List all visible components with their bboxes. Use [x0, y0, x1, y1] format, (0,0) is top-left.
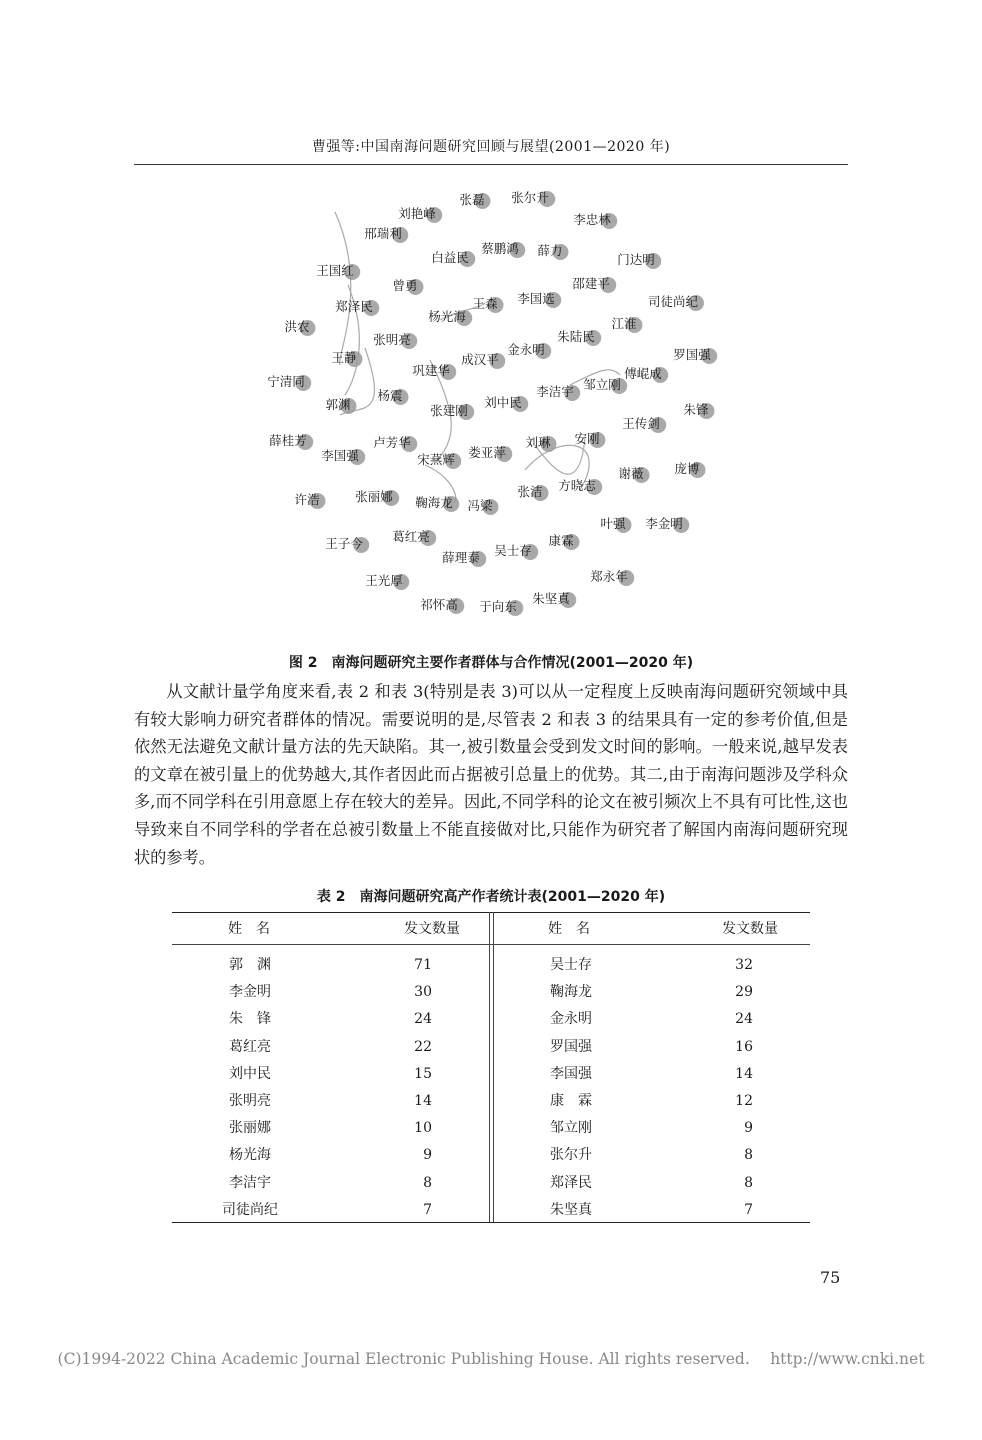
author-name: 杨光海	[229, 1147, 271, 1164]
node-author: 薛桂芳	[269, 431, 307, 449]
node-author: 张洁	[517, 482, 542, 500]
node-author: 曾勇	[392, 276, 417, 294]
author-name: 张丽娜	[229, 1120, 271, 1137]
node-author: 金永明	[507, 340, 545, 358]
author-name: 朱 锋	[229, 1011, 271, 1028]
author-name: 邹立刚	[550, 1120, 592, 1137]
node-author: 朱锋	[683, 400, 708, 418]
node-author: 朱陆民	[557, 327, 595, 345]
author-name: 郭 渊	[229, 957, 271, 973]
node-author: 许浩	[294, 490, 319, 508]
copyright-footer: (C)1994-2022 China Academic Journal Electronic Publishing House. All rights reserved. http://www.cnki.net	[57, 1350, 925, 1368]
node-author: 叶强	[600, 514, 625, 532]
node-author: 鞠海龙	[415, 493, 453, 511]
node-author: 葛红亮	[392, 527, 430, 545]
node-author: 吴士存	[494, 541, 532, 559]
node-author: 方晓志	[558, 476, 596, 494]
node-author: 刘琳	[525, 433, 550, 451]
node-author: 邹立刚	[583, 375, 621, 393]
node-author: 李金明	[645, 514, 683, 532]
table-header-count-right: 发文数量	[722, 921, 778, 937]
author-name: 吴士存	[550, 957, 592, 973]
table-bottom-rule	[172, 1222, 810, 1223]
author-name: 司徒尚纪	[222, 1201, 278, 1218]
publication-count: 10	[414, 1120, 432, 1137]
node-author: 洪农	[284, 317, 309, 335]
publication-count: 16	[735, 1038, 753, 1055]
node-author: 王静	[331, 348, 356, 366]
publication-count: 15	[414, 1065, 432, 1082]
node-author: 李洁宇	[536, 382, 574, 400]
table-column-separator	[489, 912, 494, 1222]
publication-count: 7	[744, 1201, 753, 1218]
node-author: 张磊	[459, 190, 484, 208]
node-author: 张明亮	[373, 330, 411, 348]
table-caption: 表 2 南海问题研究高产作者统计表(2001—2020 年)	[316, 889, 666, 905]
node-author: 郑泽民	[335, 297, 373, 315]
node-author: 王子今	[325, 534, 363, 552]
node-author: 薛理泰	[442, 548, 480, 566]
node-author: 杨光海	[428, 307, 466, 325]
node-author: 康霖	[548, 531, 573, 549]
running-head: 曹强等:中国南海问题研究回顾与展望(2001—2020 年)	[311, 139, 671, 155]
author-name: 李国强	[550, 1065, 592, 1082]
publication-count: 8	[744, 1147, 753, 1164]
publication-count: 8	[744, 1174, 753, 1191]
node-author: 王光厚	[365, 571, 403, 589]
table-header-count-left: 发文数量	[404, 921, 460, 937]
node-author: 郭渊	[325, 395, 350, 413]
publication-count: 9	[423, 1147, 432, 1164]
node-author: 江淮	[611, 314, 636, 332]
node-author: 宋燕辉	[417, 450, 455, 468]
author-name: 罗国强	[550, 1038, 592, 1055]
publication-count: 7	[423, 1201, 432, 1218]
node-author: 刘艳峰	[398, 204, 436, 222]
node-author: 娄亚萍	[468, 443, 506, 461]
table-header-name-left: 姓 名	[228, 921, 270, 937]
node-author: 于向东	[479, 597, 517, 615]
author-name: 李洁宇	[229, 1174, 271, 1191]
node-author: 王森	[472, 294, 497, 312]
publication-count: 29	[735, 984, 753, 1001]
node-author: 张丽娜	[355, 487, 393, 505]
node-author: 李国强	[321, 446, 359, 464]
node-author: 庞博	[674, 459, 699, 477]
figure-caption: 图 2 南海问题研究主要作者群体与合作情况(2001—2020 年)	[288, 655, 694, 671]
header-rule	[134, 164, 848, 165]
author-name: 郑泽民	[550, 1174, 592, 1191]
node-author: 李忠林	[573, 210, 611, 228]
publication-count: 22	[414, 1038, 432, 1055]
node-author: 司徒尚纪	[648, 292, 698, 310]
author-name: 朱坚真	[550, 1201, 592, 1218]
node-author: 邢瑞利	[364, 224, 402, 242]
body-paragraph: 从文献计量学角度来看,表 2 和表 3(特别是表 3)可以从一定程度上反映南海问题研究领域中具有较大影响力研究者群体的情况。需要说明的是,尽管表 2 和表 3 的结果具有一定的参考价值,但是依然无法避免文献计量方法的先天缺陷。其一,被引数量会受到发文时间的影响。一般来说,越早发表的文章在被引量上的优势越大,其作者因此而占据被引总量上的优势。其二,由于南海问题涉及学科众多,而不同学科在引用意愿上存在较大的差异。因此,不同学科的论文在被引频次上不具有可比性,这也导致来自不同学科的学者在总被引数量上不能直接做对比,只能作为研究者了解国内南海问题研究现状的参考。	[134, 682, 848, 867]
publication-count: 30	[414, 984, 432, 1001]
author-name: 张明亮	[229, 1093, 271, 1109]
publication-count: 9	[744, 1120, 753, 1137]
node-author: 冯梁	[467, 496, 492, 514]
publication-count: 12	[735, 1093, 753, 1109]
node-author: 蔡鹏鸿	[481, 239, 519, 257]
author-name: 葛红亮	[229, 1038, 271, 1055]
publication-count: 14	[414, 1093, 432, 1109]
page-number: 75	[820, 1268, 841, 1287]
node-author: 罗国强	[673, 345, 711, 363]
node-author: 宁清同	[267, 372, 305, 390]
node-author: 张建刚	[430, 401, 468, 419]
publication-count: 32	[735, 957, 753, 973]
node-author: 卢芳华	[373, 433, 411, 451]
node-author: 谢薇	[618, 464, 643, 482]
node-author: 傅崐成	[624, 364, 662, 382]
node-author: 张尔升	[511, 188, 549, 206]
node-author: 王国红	[316, 261, 354, 279]
node-author: 郑永年	[590, 567, 628, 585]
node-author: 刘中民	[484, 393, 522, 411]
node-author: 成汉平	[461, 350, 499, 368]
author-name: 刘中民	[229, 1065, 271, 1082]
node-author: 邵建平	[572, 274, 610, 292]
node-author: 杨震	[377, 386, 402, 404]
table-header-name-right: 姓 名	[548, 921, 590, 937]
node-author: 祁怀高	[420, 595, 458, 613]
publication-count: 24	[735, 1011, 753, 1028]
publication-count: 71	[414, 957, 432, 973]
node-author: 朱坚真	[532, 589, 570, 607]
node-author: 安刚	[574, 429, 599, 447]
network-edge	[335, 212, 351, 365]
node-author: 薛力	[537, 241, 562, 259]
node-author: 门达明	[617, 250, 655, 268]
author-name: 康 霖	[550, 1093, 592, 1109]
author-name: 金永明	[550, 1011, 592, 1028]
author-name: 张尔升	[550, 1147, 592, 1164]
coauthor-network-figure	[240, 180, 740, 620]
author-name: 李金明	[229, 984, 271, 1001]
node-author: 王传剑	[622, 414, 660, 432]
author-name: 鞠海龙	[550, 984, 592, 1001]
node-author: 李国选	[517, 289, 555, 307]
node-author: 巩建华	[412, 361, 450, 379]
publication-count: 24	[414, 1011, 432, 1028]
publication-count: 14	[735, 1065, 753, 1082]
publication-count: 8	[423, 1174, 432, 1191]
node-author: 白益民	[431, 248, 469, 266]
